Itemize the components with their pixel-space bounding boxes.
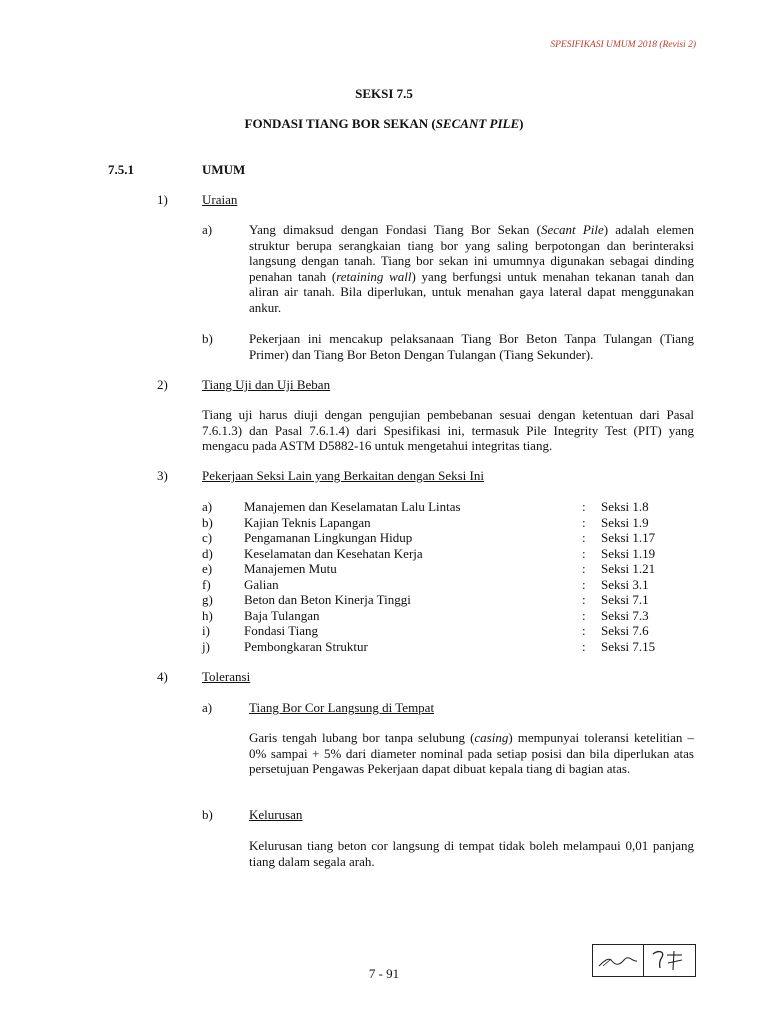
list-item	[0, 499, 768, 514]
list-item-name: Manajemen dan Keselamatan Lalu Lintas	[244, 499, 461, 514]
list-item-colon: :	[582, 530, 586, 545]
list-item-ref: Seksi 3.1	[601, 576, 649, 592]
item1-number: 1)	[157, 192, 168, 207]
list-item-name: Keselamatan dan Kesehatan Kerja	[244, 545, 423, 561]
list-item-name: Galian	[244, 576, 279, 592]
list-item-colon: :	[582, 623, 586, 638]
list-item-label: h)	[202, 607, 213, 623]
section-number: SEKSI 7.5	[355, 86, 413, 101]
section-title-italic: SECANT PILE	[435, 116, 520, 131]
list-item-label: g)	[202, 592, 213, 607]
list-item-colon: :	[582, 576, 586, 592]
item4-a-label: a)	[202, 700, 213, 715]
item3-title: Pekerjaan Seksi Lain yang Berkaitan dengan Seksi Ini	[202, 468, 484, 483]
list-item	[0, 530, 768, 545]
list-item-label: d)	[202, 545, 213, 561]
item1-title: Uraian	[202, 192, 238, 207]
item1-b-text: Pekerjaan ini mencakup pelaksanaan Tiang Bor Beton Tanpa Tulangan (Tiang Primer) dan Tiang Bor Beton Dengan Tulangan (Tiang Sekunder).	[249, 331, 694, 362]
item1-a-text-part1: Yang dimaksud dengan Fondasi Tiang Bor Sekan (	[249, 222, 541, 237]
item4-a-title: Tiang Bor Cor Langsung di Tempat	[249, 700, 435, 715]
list-item	[0, 608, 768, 623]
list-item	[0, 515, 768, 530]
item2-number: 2)	[157, 377, 168, 392]
list-item-ref: Seksi 7.6	[601, 623, 649, 638]
list-item-label: b)	[202, 514, 213, 530]
list-item-ref: Seksi 1.19	[601, 545, 656, 561]
initials-divider	[643, 945, 644, 976]
list-item-colon: :	[582, 592, 586, 607]
list-item-name: Beton dan Beton Kinerja Tinggi	[244, 592, 411, 607]
list-item	[0, 639, 768, 654]
page-number: 7 - 91	[368, 966, 400, 981]
item4-b-title: Kelurusan	[249, 807, 303, 822]
subsection-title: UMUM	[202, 162, 246, 177]
item1-a-text-part2: ) adalah elemen struktur berupa serangkaian tiang bor yang saling berpotongan dan berinteraksi langsung dengan tanah. Tiang bor sekan ini umumnya digunakan sebagai dinding penahan tanah (	[249, 222, 694, 284]
list-item	[0, 592, 768, 607]
subsection-number: 7.5.1	[108, 162, 134, 177]
list-item-label: i)	[202, 623, 210, 638]
list-item-colon: :	[582, 561, 586, 576]
item3-number: 3)	[157, 468, 168, 483]
list-item-name: Pengamanan Lingkungan Hidup	[244, 530, 413, 545]
list-item-ref: Seksi 1.9	[601, 514, 649, 530]
list-item-label: a)	[202, 499, 213, 514]
item4-a-text-part1: Garis tengah lubang bor tanpa selubung (	[249, 730, 475, 745]
list-item-colon: :	[582, 638, 586, 654]
section-title-end: )	[519, 116, 524, 131]
signature-2	[649, 948, 689, 973]
list-item-name: Manajemen Mutu	[244, 561, 337, 576]
list-item-colon: :	[582, 545, 586, 561]
list-item-name: Kajian Teknis Lapangan	[244, 514, 371, 530]
item1-a-text-italic2: retaining wall	[336, 268, 412, 284]
list-item-colon: :	[582, 514, 586, 530]
list-item-colon: :	[582, 499, 586, 514]
list-item	[0, 561, 768, 576]
list-item	[0, 546, 768, 561]
list-item-ref: Seksi 7.1	[601, 592, 649, 607]
list-item-label: f)	[202, 576, 211, 592]
item4-title: Toleransi	[202, 669, 251, 684]
item1-b-label: b)	[202, 331, 213, 346]
item1-a-text	[249, 222, 694, 315]
item4-a-text-part2: ) mempunyai toleransi ketelitian – 0% sampai + 5% dari diameter nominal pada setiap posisi dan bila diperlukan atas persetujuan Pengawas Pekerjaan dapat dibuat kepala tiang di bagian atas.	[249, 730, 694, 776]
initials-box	[592, 944, 696, 977]
section-title-main: FONDASI TIANG BOR SEKAN (	[244, 116, 436, 131]
item4-a-text-italic: casing	[474, 730, 509, 745]
list-item-ref: Seksi 1.17	[601, 530, 656, 545]
spec-header: SPESIFIKASI UMUM 2018 (Revisi 2)	[550, 40, 696, 50]
section-title	[0, 116, 768, 132]
item4-number: 4)	[157, 669, 168, 684]
item2-text: Tiang uji harus diuji dengan pengujian pembebanan sesuai dengan ketentuan dari Pasal 7.6.1.3) dan Pasal 7.6.1.4) dari Spesifikasi ini, termasuk Pile Integrity Test (PIT) yang mengacu pada ASTM D5882-16 untuk mengetahui integritas tiang.	[202, 407, 694, 453]
item4-b-label: b)	[202, 807, 213, 822]
list-item-ref: Seksi 7.3	[601, 607, 649, 623]
list-item	[0, 577, 768, 592]
list-item-label: c)	[202, 530, 213, 545]
list-item-label: e)	[202, 561, 213, 576]
list-item-name: Fondasi Tiang	[244, 623, 319, 638]
list-item-name: Pembongkaran Struktur	[244, 638, 368, 654]
item2-title: Tiang Uji dan Uji Beban	[202, 377, 331, 392]
item1-a-label: a)	[202, 222, 213, 237]
item1-a-text-italic1: Secant Pile	[540, 222, 604, 237]
list-item-name: Baja Tulangan	[244, 607, 320, 623]
item4-b-text: Kelurusan tiang beton cor langsung di tempat tidak boleh melampaui 0,01 panjang tiang dalam segala arah.	[249, 838, 694, 869]
list-item-colon: :	[582, 607, 586, 623]
list-item	[0, 623, 768, 638]
list-item-label: j)	[202, 638, 210, 654]
list-item-ref: Seksi 1.8	[601, 499, 649, 514]
list-item-ref: Seksi 7.15	[601, 638, 656, 654]
list-item-ref: Seksi 1.21	[601, 561, 656, 576]
item4-a-text	[249, 730, 694, 777]
signature-1	[597, 951, 639, 971]
item1-a-text-part3: ) yang berfungsi untuk menahan tekanan tanah dan aliran air tanah. Bila diperlukan, untuk menahan gaya lateral dapat menggunakan ankur.	[249, 268, 695, 315]
